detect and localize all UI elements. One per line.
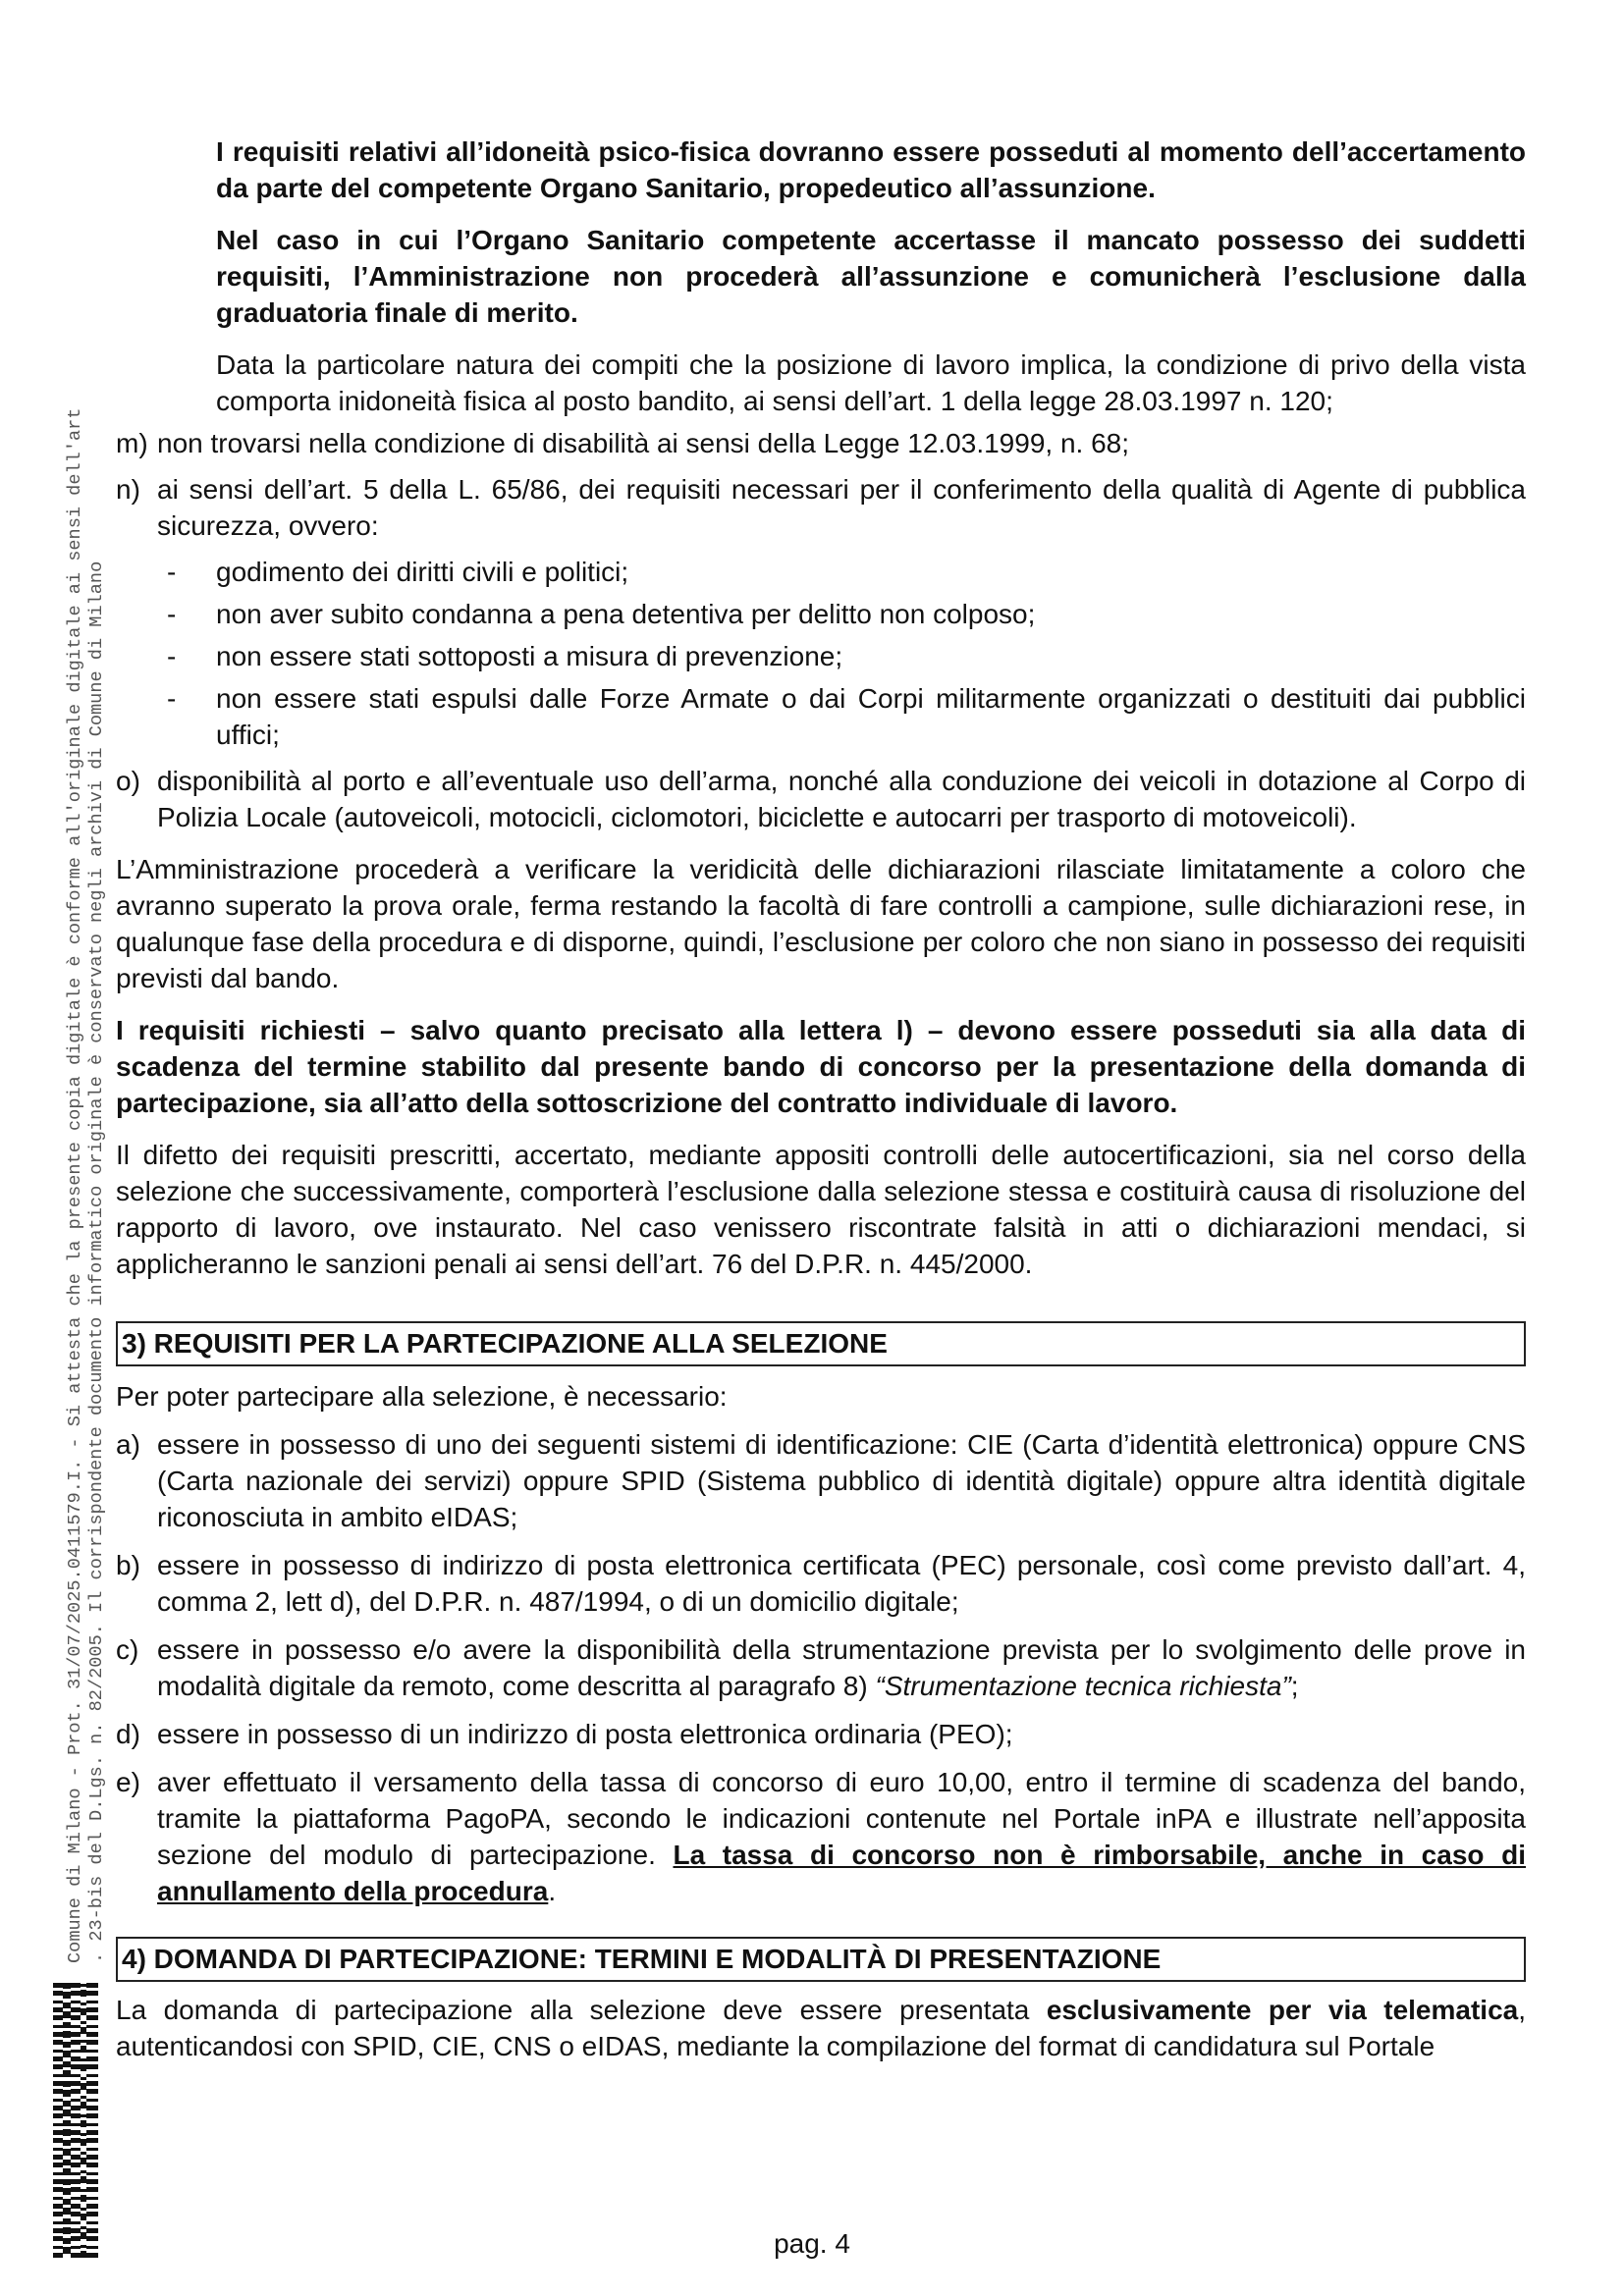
conformity-stamp [65, 59, 124, 1963]
stamp-line-1: Comune di Milano - Prot. 31/07/2025.0411579.I. - Si attesta che la presente copia digitale è conforme all'originale digitale ai sensi dell'art [65, 407, 85, 1963]
psychophysical-requirements-para: I requisiti relativi all’idoneità psico-fisica dovranno essere posseduti al momento dell’accertamento da parte del competente Organo Sanitario, propedeutico all’assunzione. [216, 136, 1526, 203]
list-marker: o) [116, 766, 140, 796]
list-item-text: non trovarsi nella condizione di disabilità ai sensi della Legge 12.03.1999, n. 68; [157, 428, 1130, 458]
sub-list-text: godimento dei diritti civili e politici; [216, 557, 629, 587]
requirement-item-d [116, 1716, 1526, 1752]
list-item-n [116, 471, 1526, 544]
sub-list-text: non aver subito condanna a pena detentiva per delitto non colposo; [216, 599, 1036, 629]
requirement-item-e [116, 1764, 1526, 1909]
application-text-end: , autenticandosi con SPID, CIE, CNS o eIDAS, mediante la compilazione del format di candidatura sul Portale [116, 1995, 1527, 2061]
section-3-heading: 3) REQUISITI PER LA PARTECIPAZIONE ALLA SELEZIONE [116, 1321, 1526, 1366]
list-item-text: disponibilità al porto e all’eventuale uso dell’arma, nonché alla conduzione dei veicoli in dotazione al Corpo di Polizia Locale (autoveicoli, motocicli, ciclomotori, biciclette e autocarri per trasporto di motoveicoli). [157, 766, 1526, 832]
sub-list-item [116, 554, 1526, 590]
sub-list-item [116, 680, 1526, 753]
blindness-para: Data la particolare natura dei compiti che la posizione di lavoro implica, la condizione di privo della vista comporta inidoneità fisica al posto bandito, ai sensi dell’art. 1 della legge 28.03.1997 n. 120; [216, 349, 1526, 416]
list-item-text: ai sensi dell’art. 5 della L. 65/86, dei requisiti necessari per il conferimento della qualità di Agente di pubblica sicurezza, ovvero: [157, 474, 1526, 541]
list-marker: n) [116, 474, 140, 505]
sub-list-text: non essere stati espulsi dalle Forze Armate o dai Corpi militarmente organizzati o destituiti dai pubblici uffici; [216, 683, 1526, 750]
list-marker: m) [116, 428, 148, 458]
sub-list-text: non essere stati sottoposti a misura di prevenzione; [216, 641, 843, 671]
list-item-text: essere in possesso di un indirizzo di posta elettronica ordinaria (PEO); [157, 1719, 1013, 1749]
dash-bullet: - [167, 641, 177, 671]
sub-list-item [116, 638, 1526, 674]
requirements-defect-para: Il difetto dei requisiti prescritti, accertato, mediante appositi controlli delle autocertificazioni, sia nel corso della selezione che successivamente, comporterà l’esclusione dalla selezione stessa e costituirà causa di risoluzione del rapporto di lavoro, ove instaurato. Nel caso venissero riscontrate falsità in atti o dichiarazioni mendaci, si applicheranno le sanzioni penali ai sensi dell’art. 76 del D.P.R. n. 445/2000. [116, 1140, 1526, 1279]
non-refundable-notice: La tassa di concorso non è rimborsabile, anche in caso di annullamento della procedura [157, 1840, 1527, 1906]
verification-para: L’Amministrazione procederà a verificare la veridicità delle dichiarazioni rilasciate limitatamente a coloro che avranno superato la prova orale, ferma restando la facoltà di fare controlli a campione, sulle dichiarazioni rese, in qualunque fase della procedura e di disporne, quindi, l’esclusione per coloro che non siano in possesso dei requisiti previsti dal bando. [116, 854, 1526, 993]
punctuation: . [548, 1876, 557, 1906]
requirement-item-c [116, 1631, 1526, 1704]
application-text: La domanda di partecipazione alla selezione deve essere presentata [116, 1995, 1047, 2025]
list-marker: e) [116, 1767, 140, 1797]
punctuation: ; [1290, 1671, 1299, 1701]
list-item-text: aver effettuato il versamento della tassa di concorso di euro 10,00, entro il termine di scadenza del bando, tramite la piattaforma PagoPA, secondo le indicazioni contenute nel Portale inPA e illustrate nell’apposita sezione del modulo di partecipazione. [157, 1767, 1526, 1870]
dash-bullet: - [167, 599, 177, 629]
list-marker: a) [116, 1429, 140, 1460]
requirement-item-b [116, 1547, 1526, 1620]
list-item-o [116, 763, 1526, 835]
sub-list-item [116, 596, 1526, 632]
list-item-text: essere in possesso di indirizzo di posta elettronica certificata (PEC) personale, così come previsto dall’art. 4, comma 2, lett d), del D.P.R. n. 487/1994, o di un domicilio digitale; [157, 1550, 1526, 1617]
barcode-icon [53, 1983, 98, 2258]
section-4-heading: 4) DOMANDA DI PARTECIPAZIONE: TERMINI E MODALITÀ DI PRESENTAZIONE [116, 1937, 1526, 1982]
list-marker: c) [116, 1634, 139, 1665]
telematic-only-emphasis: esclusivamente per via telematica [1046, 1995, 1519, 2025]
requirements-deadline-para: I requisiti richiesti – salvo quanto precisato alla lettera l) – devono essere posseduti sia alla data di scadenza del termine stabilito dal presente bando di concorso per la presentazione della domanda di partecipazione, sia all’atto della sottoscrizione del contratto individuale di lavoro. [116, 1015, 1526, 1118]
page-number: pag. 4 [774, 2228, 850, 2259]
list-marker: b) [116, 1550, 140, 1580]
italic-reference: “Strumentazione tecnica richiesta” [875, 1671, 1291, 1701]
list-marker: d) [116, 1719, 140, 1749]
section-3-lead: Per poter partecipare alla selezione, è necessario: [116, 1381, 728, 1412]
dash-bullet: - [167, 557, 177, 587]
dash-bullet: - [167, 683, 177, 714]
list-item-text: essere in possesso di uno dei seguenti sistemi di identificazione: CIE (Carta d’identità elettronica) oppure CNS (Carta nazionale dei servizi) oppure SPID (Sistema pubblico di identità digitale) oppure altra identità digitale riconosciuta in ambito eIDAS; [157, 1429, 1526, 1532]
health-check-para: Nel caso in cui l’Organo Sanitario competente accertasse il mancato possesso dei suddetti requisiti, l’Amministrazione non procederà all’assunzione e comunicherà l’esclusione dalla graduatoria finale di merito. [216, 225, 1526, 328]
list-item-text: essere in possesso e/o avere la disponibilità della strumentazione prevista per lo svolgimento delle prove in modalità digitale da remoto, come descritta al paragrafo 8) [157, 1634, 1526, 1701]
application-para [116, 1992, 1526, 2064]
list-item-m [116, 425, 1526, 461]
page-content [116, 0, 1526, 2064]
requirement-item-a [116, 1426, 1526, 1535]
stamp-line-2: . 23-bis del D.Lgs. n. 82/2005. Il corrispondente documento informatico originale è conservato negli archivi di Comune di Milano [86, 561, 107, 1963]
